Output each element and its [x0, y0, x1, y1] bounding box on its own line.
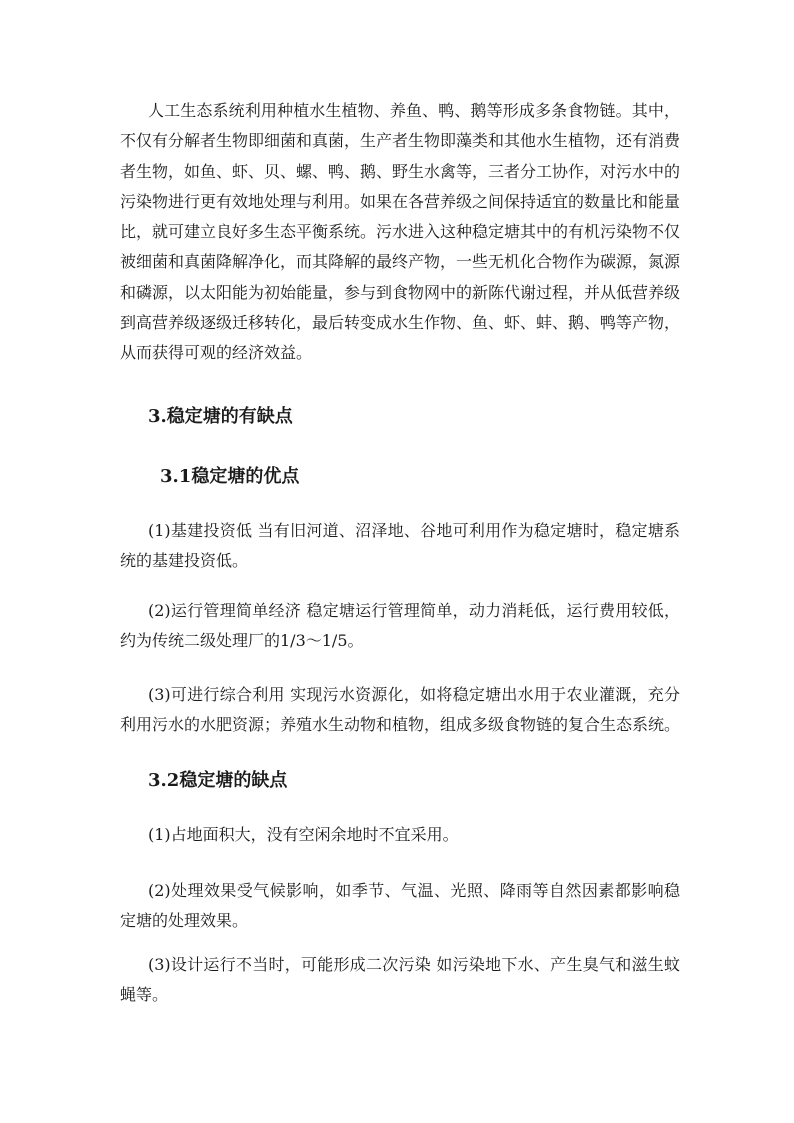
advantage-item-1: (1)基建投资低 当有旧河道、沼泽地、谷地可利用作为稳定塘时，稳定塘系统的基建投资低。: [120, 521, 680, 571]
advantage-item-2: (2)运行管理简单经济 稳定塘运行管理简单，动力消耗低，运行费用较低，约为传统二级处理厂的1/3～1/5。: [120, 601, 680, 651]
disadvantage-item-1: (1)占地面积大，没有空闲余地时不宜采用。: [148, 825, 459, 844]
disadvantage-item-2: (2)处理效果受气候影响，如季节、气温、光照、降雨等自然因素都影响稳定塘的处理效果。: [120, 881, 680, 931]
section-3-1-heading: 3.1稳定塘的优点: [160, 466, 300, 487]
section-3-heading: 3.稳定塘的有缺点: [148, 406, 293, 427]
section-3-2-heading: 3.2稳定塘的缺点: [148, 770, 288, 791]
advantage-item-3: (3)可进行综合利用 实现污水资源化，如将稳定塘出水用于农业灌溉，充分利用污水的水肥资源；养殖水生动物和植物，组成多级食物链的复合生态系统。: [120, 685, 681, 735]
intro-paragraph: 人工生态系统利用种植水生植物、养鱼、鸭、鹅等形成多条食物链。其中，不仅有分解者生物即细菌和真菌，生产者生物即藻类和其他水生植物，还有消费者生物，如鱼、虾、贝、螺、鸭、鹅、野生水禽等，三者分工协作，对污水中的污染物进行更有效地处理与利用。如果在各营养级之间保持适宜的数量比和能量比，就可建立良好多生态平衡系统。污水进入这种稳定塘其中的有机污染物不仅被细菌和真菌降解净化，而其降解的最终产物，一些无机化合物作为碳源，氮源和磷源，以太阳能为初始能量，参与到食物网中的新陈代谢过程，并从低营养级到高营养级逐级迁移转化，最后转变成水生作物、鱼、虾、蚌、鹅、鸭等产物，从而获得可观的经济效益。: [120, 101, 681, 363]
disadvantage-item-3: (3)设计运行不当时，可能形成二次污染 如污染地下水、产生臭气和滋生蚊蝇等。: [120, 955, 680, 1005]
